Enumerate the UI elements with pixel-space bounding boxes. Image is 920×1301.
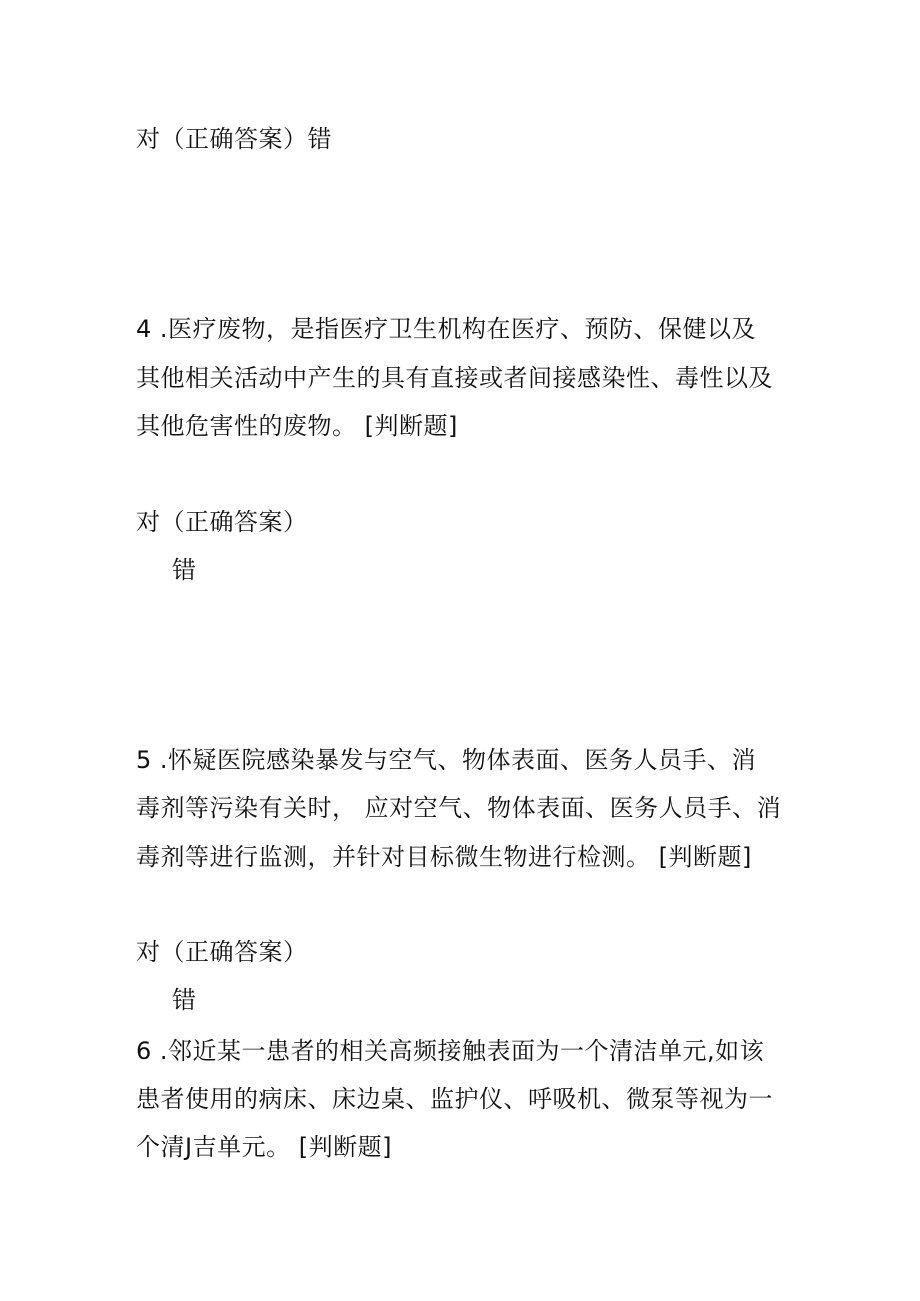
question-4-option-false[interactable]: 错 — [172, 556, 197, 584]
question-4-option-true[interactable]: 对（正确答案） — [136, 508, 308, 536]
question-6-line-1: 6 .邻近某一患者的相关高频接触表面为一个清洁单元,如该 — [136, 1037, 765, 1065]
question-6-line-2: 患者使用的病床、床边桌、监护仪、呼吸机、微泵等视为一 — [136, 1085, 773, 1113]
q3-options: 对（正确答案）错 — [136, 125, 332, 153]
question-6-line-3: 个清J吉单元。 [判断题] — [136, 1133, 392, 1161]
question-4-line-3: 其他危害性的废物。 [判断题] — [136, 412, 458, 440]
question-4-line-2: 其他相关活动中产生的具有直接或者间接感染性、毒性以及 — [136, 364, 773, 392]
question-5-line-2: 毒剂等污染有关时， 应对空气、物体表面、医务人员手、消 — [136, 794, 782, 822]
question-5-line-1: 5 .怀疑医院感染暴发与空气、物体表面、医务人员手、消 — [136, 746, 757, 774]
question-4-line-1: 4 .医疗废物，是指医疗卫生机构在医疗、预防、保健以及 — [136, 315, 757, 343]
question-5-option-false[interactable]: 错 — [172, 986, 197, 1014]
question-5-option-true[interactable]: 对（正确答案） — [136, 938, 308, 966]
question-5-line-3: 毒剂等进行监测，并针对目标微生物进行检测。 [判断题] — [136, 843, 752, 871]
